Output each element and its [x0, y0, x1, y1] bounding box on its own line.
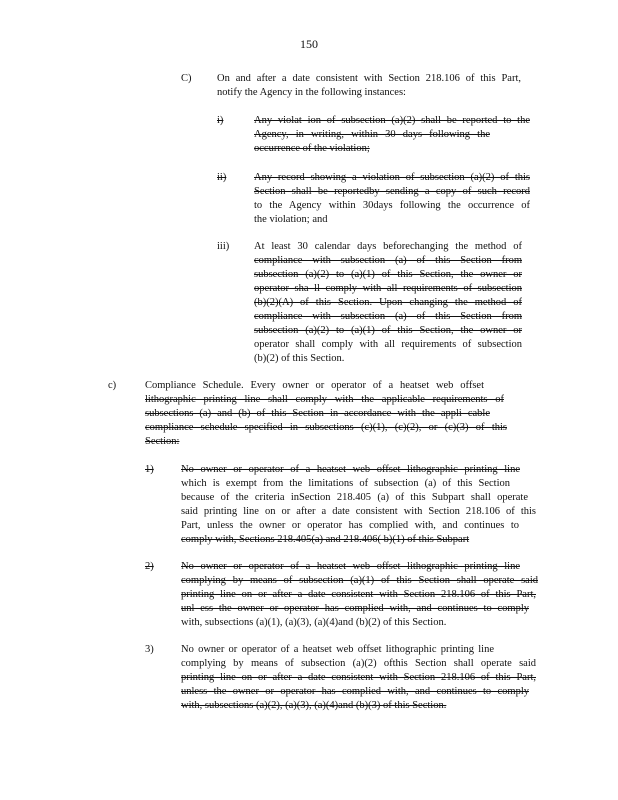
item-label: i): [217, 115, 224, 126]
text-line: Agency, in writing, within 30 days following the: [254, 129, 490, 140]
text-line: At least 30 calendar days beforechanging the method of: [254, 241, 522, 252]
text-line: Part, unless the owner or operator has complied with, and continues to: [181, 520, 519, 531]
text-line: No owner or operator of a heatset web offset lithographic printing line: [181, 561, 520, 572]
text-line: said printing line on or after a date consistent with Section 218.106 of this: [181, 506, 536, 517]
item-label: 3): [145, 644, 154, 655]
item-label: iii): [217, 241, 230, 252]
item-label: 2): [145, 561, 154, 572]
text-line: compliance with subsection (a) of this Section from: [254, 311, 522, 322]
text-line: (b)(2)(A) of this Section. Upon changing the method of: [254, 297, 522, 308]
text-line: with, subsections (a)(2), (a)(3), (a)(4)and (b)(3) of this Section.: [181, 700, 447, 711]
text-line: subsection (a)(2) to (a)(1) of this Section, the owner or: [254, 269, 522, 280]
text-line: with, subsections (a)(1), (a)(3), (a)(4)and (b)(2) of this Section.: [181, 617, 447, 628]
text-line: complying by means of subsection (a)(2) ofthis Section shall operate said: [181, 658, 536, 669]
text-line: Any violat ion of subsection (a)(2) shall be reported to the: [254, 115, 530, 126]
text-line: the violation; and: [254, 214, 328, 225]
text-line: operator shall comply with all requirements of subsection: [254, 339, 522, 350]
page-number: 150: [300, 37, 318, 51]
text-line: compliance schedule specified in subsections (c)(1), (c)(2), or (c)(3) of this: [145, 422, 507, 433]
text-line: subsection (a)(2) to (a)(1) of this Section, the owner or: [254, 325, 522, 336]
text-line: printing line on or after a date consistent with Section 218.106 of this Part,: [181, 589, 536, 600]
text-line: (b)(2) of this Section.: [254, 353, 345, 364]
text-line: printing line on or after a date consistent with Section 218.106 of this Part,: [181, 672, 536, 683]
item-label: ii): [217, 172, 227, 183]
text-line: Any record showing a violation of subsection (a)(2) of this: [254, 172, 530, 183]
text-line: to the Agency within 30days following the occurrence of: [254, 200, 530, 211]
text-line: No owner or operator of a heatset web offset lithographic printing line: [181, 644, 494, 655]
item-label: 1): [145, 464, 154, 475]
text-line: which is exempt from the limitations of subsection (a) of this Section: [181, 478, 510, 489]
text-line: Section shall be reportedby sending a copy of such record: [254, 186, 530, 197]
text-line: No owner or operator of a heatset web offset lithographic printing line: [181, 464, 520, 475]
text-line: occurrence of the violation;: [254, 143, 370, 154]
text-line: unl ess the owner or operator has complied with, and continues to comply: [181, 603, 529, 614]
text-line: Section:: [145, 436, 180, 447]
text-line: notify the Agency in the following instances:: [217, 87, 406, 98]
text-line: subsections (a) and (b) of this Section in accordance with the appli cable: [145, 408, 490, 419]
text-line: because of the criteria inSection 218.405 (a) of this Subpart shall operate: [181, 492, 528, 503]
text-line: unless the owner or operator has complied with, and continues to comply: [181, 686, 529, 697]
section-label: c): [108, 380, 117, 391]
text-line: lithographic printing line shall comply with the applicable requirements of: [145, 394, 504, 405]
text-line: operator sha ll comply with all requirements of subsection: [254, 283, 522, 294]
text-line: compliance with subsection (a) of this Section from: [254, 255, 522, 266]
section-label: C): [181, 73, 192, 84]
text-line: comply with, Sections 218.405(a) and 218.406( b)(1) of this Subpart: [181, 534, 470, 545]
text-line: complying by means of subsection (a)(1) of this Section shall operate said: [181, 575, 538, 586]
text-line: On and after a date consistent with Section 218.106 of this Part,: [217, 73, 521, 84]
text-line: Compliance Schedule. Every owner or operator of a heatset web offset: [145, 380, 484, 391]
